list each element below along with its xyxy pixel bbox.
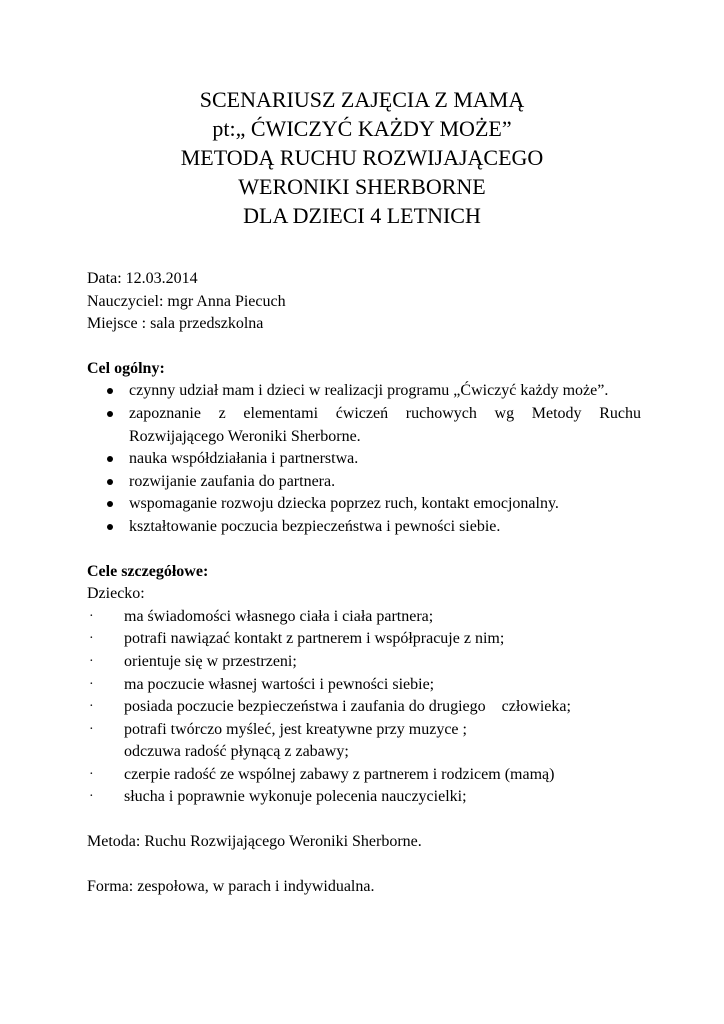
title-line: WERONIKI SHERBORNE <box>238 174 486 199</box>
list-item <box>87 741 641 764</box>
bullet-icon <box>107 524 113 530</box>
list-item-text: potrafi twórczo myśleć, jest kreatywne przy muzyce ; <box>124 720 467 738</box>
list-item-text: nauka współdziałania i partnerstwa. <box>129 450 359 468</box>
list-item-text: posiada poczucie bezpieczeństwa i zaufania do drugiego człowieka; <box>124 698 571 716</box>
list-item <box>87 651 641 674</box>
list-item-text: ma poczucie własnej wartości i pewności siebie; <box>124 675 435 693</box>
bullet-icon <box>107 411 113 417</box>
list-item <box>87 403 641 448</box>
bullet-icon <box>107 388 113 394</box>
bullet-icon <box>107 456 113 462</box>
specific-goals-heading: Cele szczegółowe: <box>87 562 209 580</box>
list-item-text: zapoznanie z elementami ćwiczeń ruchowych wg Metody Ruchu Rozwijającego Weroniki Sherborne. <box>129 404 641 445</box>
title-line: SCENARIUSZ ZAJĘCIA Z MAMĄ <box>199 87 525 112</box>
date-line: Data: 12.03.2014 <box>87 270 198 287</box>
bullet-icon <box>107 479 113 485</box>
list-item <box>87 380 641 403</box>
list-item-text: rozwijanie zaufania do partnera. <box>129 472 336 490</box>
list-item-text: wspomaganie rozwoju dziecka poprzez ruch, kontakt emocjonalny. <box>129 495 559 513</box>
list-item-text: odczuwa radość płynącą z zabawy; <box>124 743 349 761</box>
bullet-icon: · <box>89 789 94 805</box>
list-item-text: kształtowanie poczucia bezpieczeństwa i pewności siebie. <box>129 517 501 535</box>
list-item <box>87 719 641 742</box>
bullet-icon: · <box>89 676 94 692</box>
bullet-icon: · <box>89 766 94 782</box>
bullet-icon: · <box>89 608 94 624</box>
list-item-text: czynny udział mam i dzieci w realizacji programu „Ćwiczyć każdy może”. <box>129 382 609 400</box>
list-item-text: ma świadomości własnego ciała i ciała partnera; <box>124 607 434 625</box>
bullet-icon <box>107 501 113 507</box>
general-goal-list <box>87 380 641 538</box>
method-line: Metoda: Ruchu Rozwijającego Weroniki Sherborne. <box>87 833 422 851</box>
list-item <box>87 448 641 471</box>
list-item <box>87 493 641 516</box>
document-title <box>0 85 724 230</box>
list-item <box>87 674 641 697</box>
list-item <box>87 606 641 629</box>
list-item <box>87 786 641 809</box>
bullet-icon: · <box>89 653 94 669</box>
place-line: Miejsce : sala przedszkolna <box>87 315 264 333</box>
specific-goals-list <box>87 606 641 809</box>
bullet-icon: · <box>89 699 94 715</box>
bullet-icon: · <box>89 721 94 737</box>
list-item-text: potrafi nawiązać kontakt z partnerem i współpracuje z nim; <box>124 630 505 648</box>
specific-goals-subject: Dziecko: <box>87 585 145 603</box>
list-item <box>87 628 641 651</box>
teacher-line: Nauczyciel: mgr Anna Piecuch <box>87 292 286 310</box>
list-item <box>87 696 641 719</box>
list-item <box>87 764 641 787</box>
title-line: pt:„ ĆWICZYĆ KAŻDY MOŻE” <box>212 116 512 141</box>
list-item-text: czerpie radość ze wspólnej zabawy z partnerem i rodzicem (mamą) <box>124 765 555 783</box>
general-goal-heading: Cel ogólny: <box>87 359 165 377</box>
title-line: METODĄ RUCHU ROZWIJAJĄCEGO <box>180 145 544 170</box>
list-item-text: słucha i poprawnie wykonuje polecenia nauczycielki; <box>124 788 467 806</box>
bullet-icon: · <box>89 631 94 647</box>
list-item <box>87 471 641 494</box>
list-item <box>87 516 641 539</box>
list-item-text: orientuje się w przestrzeni; <box>124 652 297 670</box>
title-line: DLA DZIECI 4 LETNICH <box>243 203 481 228</box>
document-body <box>87 268 641 898</box>
form-line: Forma: zespołowa, w parach i indywidualna. <box>87 877 375 895</box>
